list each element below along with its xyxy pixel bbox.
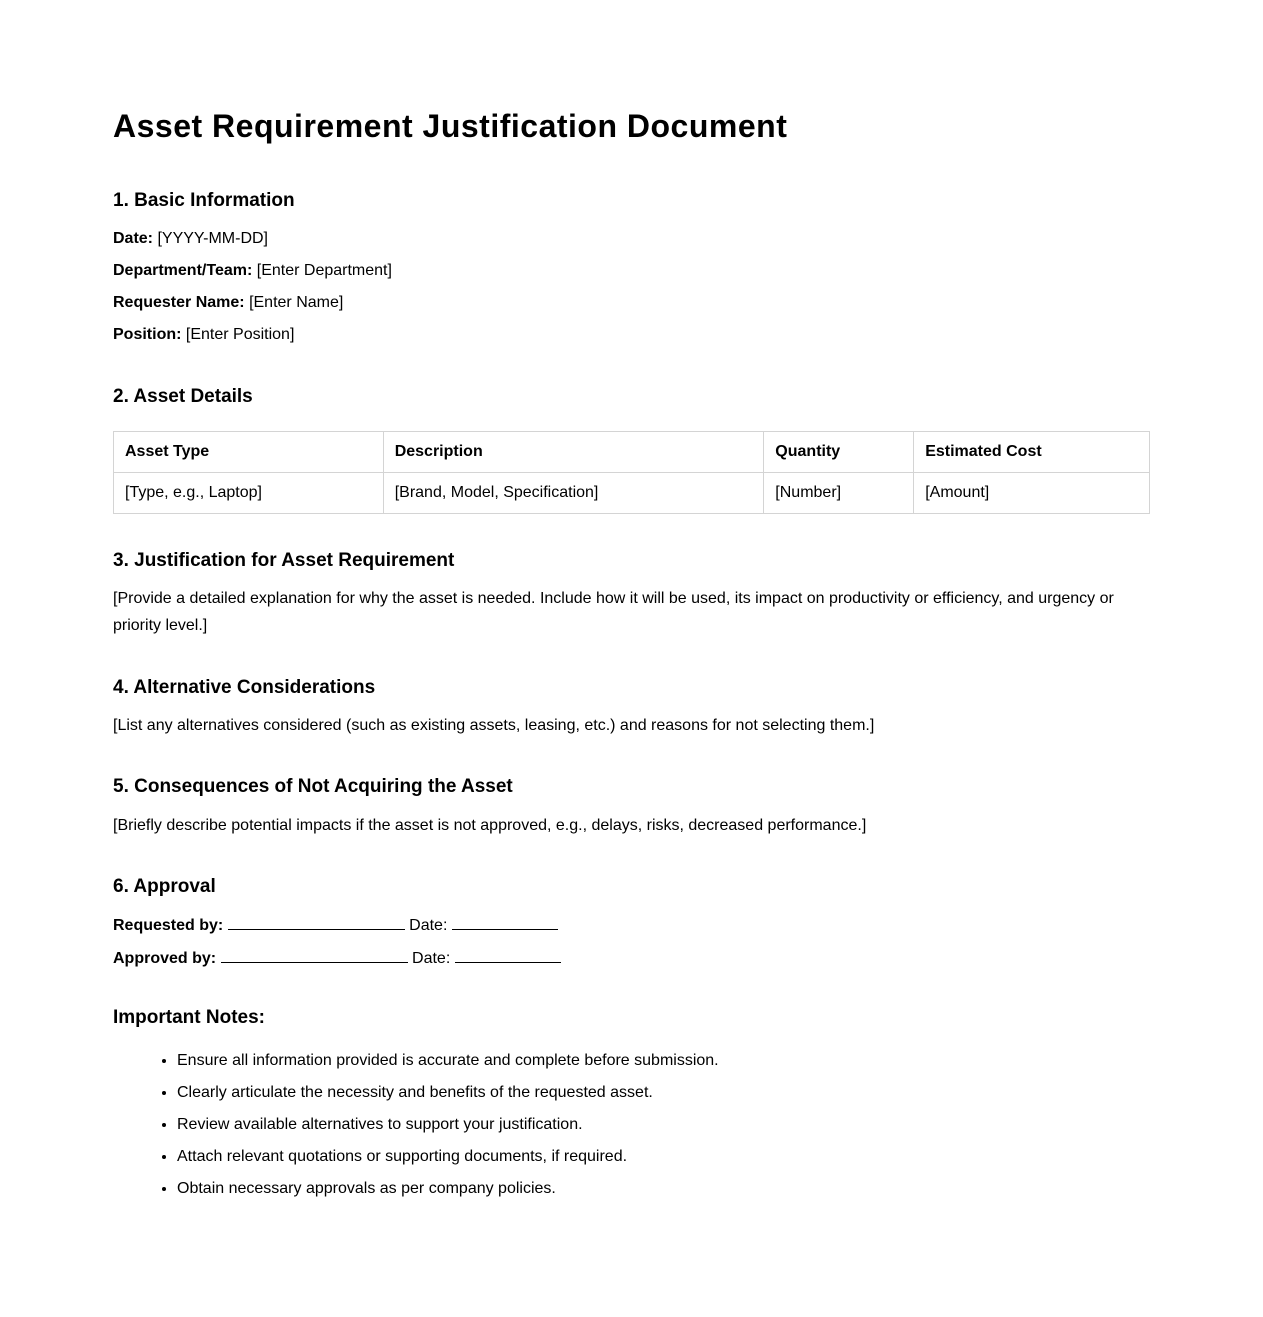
date-label: Date:	[412, 950, 451, 967]
list-item: • Ensure all information provided is accurate and complete before submission.	[177, 1051, 1150, 1071]
requested-date-blank	[452, 915, 558, 930]
position-field	[113, 325, 1150, 345]
approved-by-line	[113, 948, 1150, 969]
approved-by-signature-blank	[221, 948, 408, 963]
field-value: [Enter Name]	[249, 294, 344, 311]
table-row	[114, 473, 1150, 514]
field-label: Requester Name:	[113, 294, 245, 311]
date-field	[113, 229, 1150, 249]
field-value: [Enter Position]	[185, 326, 295, 343]
asset-details-table	[113, 431, 1150, 514]
alternatives-text: [List any alternatives considered (such as existing assets, leasing, etc.) and reasons for not selecting them.]	[113, 717, 875, 734]
approved-by-label: Approved by:	[113, 950, 217, 967]
requested-by-signature-blank	[228, 915, 405, 930]
approved-date-blank	[455, 948, 561, 963]
requested-by-line	[113, 915, 1150, 936]
section-basic-information-heading: 1. Basic Information	[113, 190, 295, 211]
field-label: Department/Team:	[113, 262, 253, 279]
column-header-estimated-cost: Estimated Cost	[914, 432, 1150, 473]
column-header-asset-type: Asset Type	[114, 432, 384, 473]
important-notes-list	[113, 1051, 1150, 1199]
list-item: • Review available alternatives to support your justification.	[177, 1115, 1150, 1135]
date-label: Date:	[409, 917, 448, 934]
cell-description: [Brand, Model, Specification]	[383, 473, 764, 514]
column-header-quantity: Quantity	[764, 432, 914, 473]
document-title: Asset Requirement Justification Document	[113, 108, 788, 144]
cell-asset-type: [Type, e.g., Laptop]	[114, 473, 384, 514]
department-field	[113, 261, 1150, 281]
table-header-row	[114, 432, 1150, 473]
list-item: • Obtain necessary approvals as per company policies.	[177, 1179, 1150, 1199]
field-label: Position:	[113, 326, 182, 343]
requested-by-label: Requested by:	[113, 917, 224, 934]
section-asset-details-heading: 2. Asset Details	[113, 386, 253, 407]
section-consequences-heading: 5. Consequences of Not Acquiring the Asset	[113, 776, 513, 797]
field-value: [YYYY-MM-DD]	[157, 230, 268, 247]
cell-quantity: [Number]	[764, 473, 914, 514]
consequences-text: [Briefly describe potential impacts if the asset is not approved, e.g., delays, risks, decreased performance.]	[113, 817, 867, 834]
cell-estimated-cost: [Amount]	[914, 473, 1150, 514]
column-header-description: Description	[383, 432, 764, 473]
section-justification-heading: 3. Justification for Asset Requirement	[113, 550, 455, 571]
justification-text: [Provide a detailed explanation for why the asset is needed. Include how it will be used, its impact on productivity or efficiency, and urgency or priority level.]	[113, 590, 1114, 634]
basic-information-fields	[113, 229, 1150, 345]
section-alternatives-heading: 4. Alternative Considerations	[113, 677, 376, 698]
list-item: • Clearly articulate the necessity and benefits of the requested asset.	[177, 1083, 1150, 1103]
requester-name-field	[113, 293, 1150, 313]
list-item: • Attach relevant quotations or supporting documents, if required.	[177, 1147, 1150, 1167]
field-value: [Enter Department]	[256, 262, 392, 279]
important-notes-heading: Important Notes:	[113, 1007, 265, 1028]
field-label: Date:	[113, 230, 154, 247]
section-approval-heading: 6. Approval	[113, 876, 216, 897]
approval-fields	[113, 915, 1150, 969]
